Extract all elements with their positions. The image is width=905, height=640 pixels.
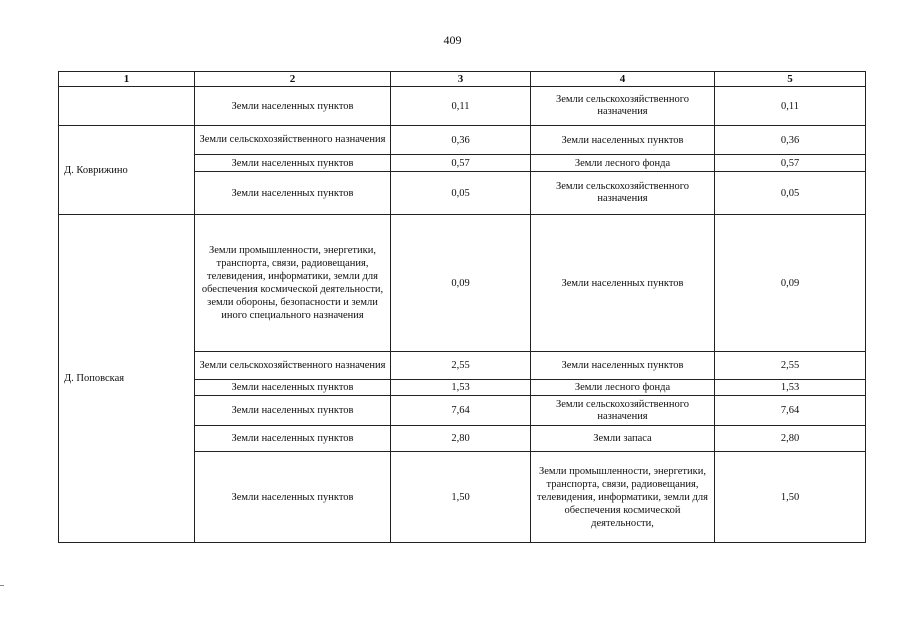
column-header: 1	[59, 72, 195, 87]
land-category-from: Земли населенных пунктов	[195, 172, 391, 215]
land-transfer-table	[58, 71, 866, 543]
area-value: 1,53	[391, 380, 531, 396]
column-header: 3	[391, 72, 531, 87]
land-category-to: Земли сельскохозяйственного назначения	[531, 172, 715, 215]
land-category-from: Земли населенных пунктов	[195, 87, 391, 126]
area-value: 7,64	[391, 396, 531, 426]
page-number: 409	[443, 33, 462, 47]
land-category-from: Земли сельскохозяйственного назначения	[195, 126, 391, 155]
area-result: 2,55	[715, 352, 866, 380]
land-category-to: Земли сельскохозяйственного назначения	[531, 396, 715, 426]
area-value: 0,57	[391, 155, 531, 172]
land-category-from: Земли промышленности, энергетики, транспорта, связи, радиовещания, телевидения, информатики, земли для обеспечения космической деятельности, земли обороны, безопасности и земли иного специального назначения	[195, 215, 391, 352]
area-result: 7,64	[715, 396, 866, 426]
area-result: 2,80	[715, 426, 866, 452]
area-result: 1,53	[715, 380, 866, 396]
table-row	[59, 126, 866, 155]
land-category-to: Земли лесного фонда	[531, 155, 715, 172]
area-value: 0,11	[391, 87, 531, 126]
settlement-cell: Д. Поповская	[59, 215, 195, 543]
land-category-to: Земли лесного фонда	[531, 380, 715, 396]
column-header: 2	[195, 72, 391, 87]
area-value: 2,55	[391, 352, 531, 380]
column-header: 5	[715, 72, 866, 87]
land-category-from: Земли населенных пунктов	[195, 426, 391, 452]
area-result: 0,05	[715, 172, 866, 215]
scan-margin-mark	[0, 585, 4, 586]
column-header: 4	[531, 72, 715, 87]
land-category-from: Земли населенных пунктов	[195, 155, 391, 172]
table-header-row	[59, 72, 866, 87]
area-result: 0,09	[715, 215, 866, 352]
table-row	[59, 215, 866, 352]
land-category-to: Земли запаса	[531, 426, 715, 452]
land-category-from: Земли населенных пунктов	[195, 452, 391, 543]
area-value: 0,05	[391, 172, 531, 215]
area-result: 0,57	[715, 155, 866, 172]
land-category-from: Земли сельскохозяйственного назначения	[195, 352, 391, 380]
area-value: 2,80	[391, 426, 531, 452]
area-value: 1,50	[391, 452, 531, 543]
table-row	[59, 87, 866, 126]
land-category-to: Земли населенных пунктов	[531, 215, 715, 352]
settlement-cell: Д. Коврижино	[59, 126, 195, 215]
area-result: 0,36	[715, 126, 866, 155]
land-category-to: Земли сельскохозяйственного назначения	[531, 87, 715, 126]
land-category-to: Земли населенных пунктов	[531, 126, 715, 155]
land-category-to: Земли промышленности, энергетики, транспорта, связи, радиовещания, телевидения, информатики, земли для обеспечения космической деятельности,	[531, 452, 715, 543]
area-value: 0,36	[391, 126, 531, 155]
area-result: 0,11	[715, 87, 866, 126]
land-category-from: Земли населенных пунктов	[195, 396, 391, 426]
area-result: 1,50	[715, 452, 866, 543]
land-category-to: Земли населенных пунктов	[531, 352, 715, 380]
land-category-from: Земли населенных пунктов	[195, 380, 391, 396]
area-value: 0,09	[391, 215, 531, 352]
settlement-cell	[59, 87, 195, 126]
